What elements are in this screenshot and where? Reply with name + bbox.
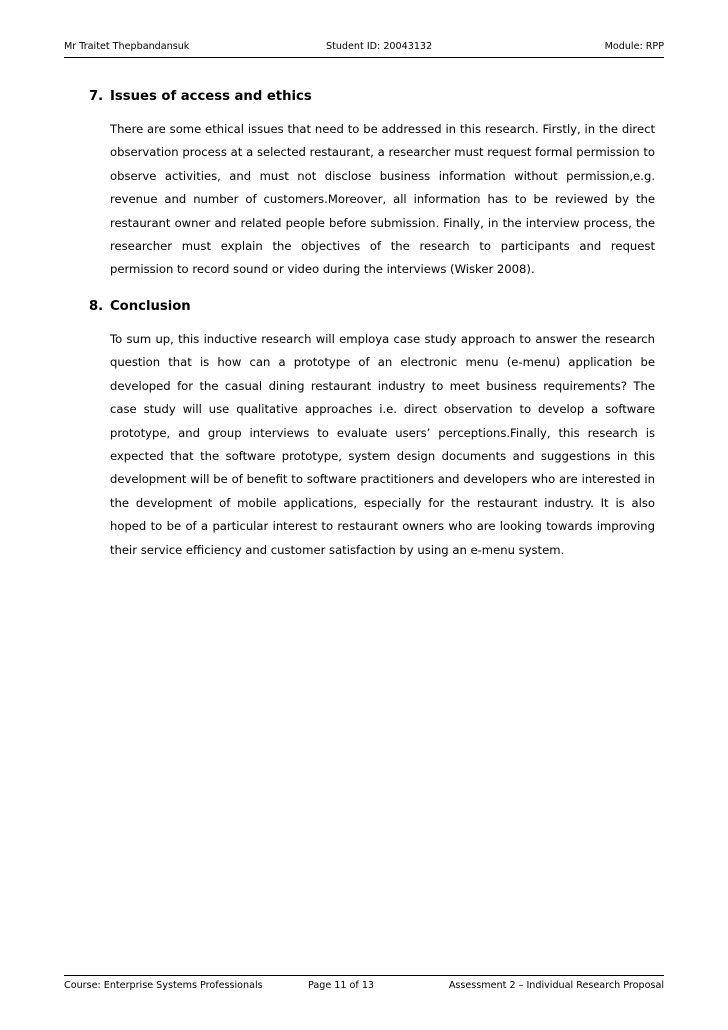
section-heading-ethics bbox=[89, 89, 312, 104]
section-number: 7. bbox=[89, 89, 104, 104]
page-footer bbox=[64, 975, 664, 994]
footer-assessment: Assessment 2 – Individual Research Proposal bbox=[448, 980, 664, 991]
page-header bbox=[64, 41, 664, 58]
header-student-id: Student ID: 20043132 bbox=[326, 41, 433, 52]
footer-page-number: Page 11 of 13 bbox=[308, 980, 375, 991]
section-title-text: Conclusion bbox=[110, 299, 191, 314]
footer-course: Course: Enterprise Systems Professionals bbox=[64, 980, 263, 991]
section-body-ethics: There are some ethical issues that need to be addressed in this research. Firstly, in the direct observation process at a selected restaurant, a researcher must request formal permission to observe activities, and must not disclose business information without permission,e.g. revenue and number of customers.Moreover, all information has to be reviewed by the restaurant owner and related people before submission. Finally, in the interview process, the researcher must explain the objectives of the research to participants and request permission to record sound or video during the interviews (Wisker 2008). bbox=[110, 122, 655, 277]
section-number: 8. bbox=[89, 299, 104, 314]
header-module: Module: RPP bbox=[604, 41, 664, 52]
section-title-text: Issues of access and ethics bbox=[110, 89, 312, 104]
section-body-conclusion: To sum up, this inductive research will employa case study approach to answer the research question that is how can a prototype of an electronic menu (e-menu) application be developed for the casual dining restaurant industry to meet business requirements? The case study will use qualitative approaches i.e. direct observation to develop a software prototype, and group interviews to evaluate users’ perceptions.Finally, this research is expected that the software prototype, system design documents and suggestions in this development will be of benefit to software practitioners and developers who are interested in the development of mobile applications, especially for the restaurant industry. It is also hoped to be of a particular interest to restaurant owners who are looking towards improving their service efficiency and customer satisfaction by using an e-menu system. bbox=[110, 332, 655, 557]
section-heading-conclusion bbox=[89, 299, 191, 314]
header-author: Mr Traitet Thepbandansuk bbox=[64, 41, 190, 52]
